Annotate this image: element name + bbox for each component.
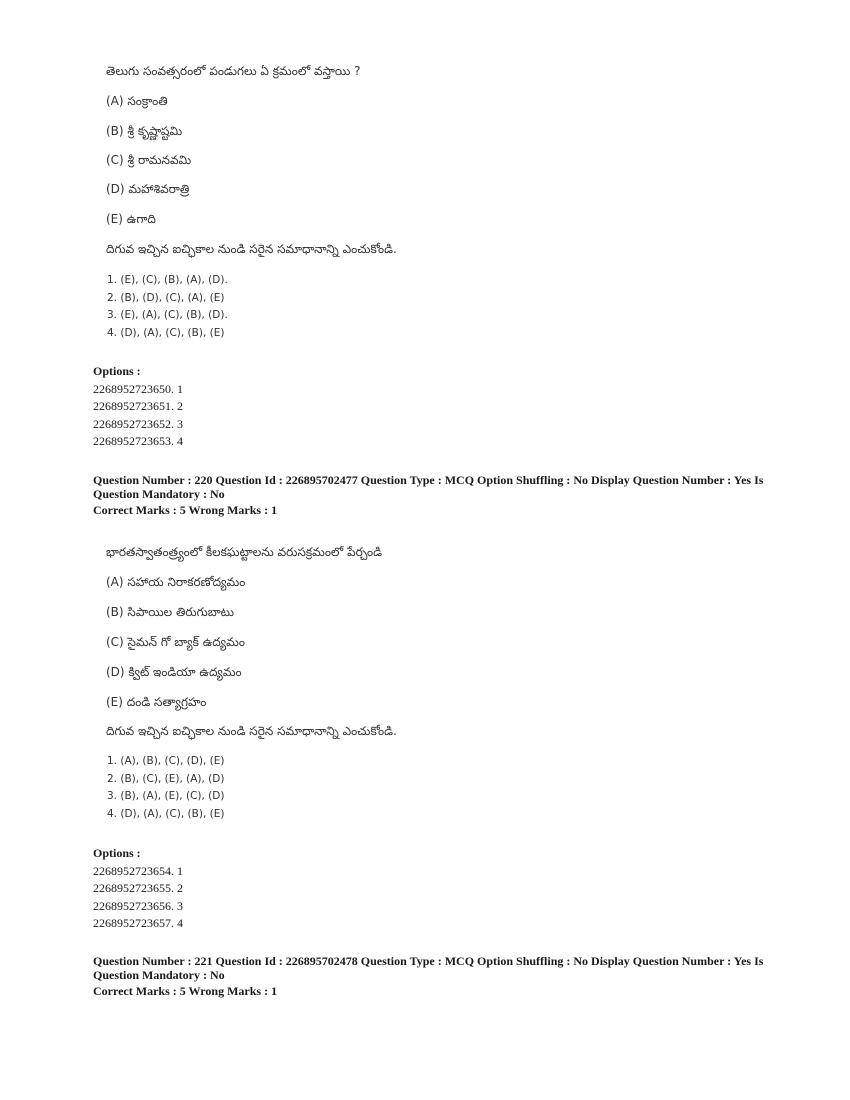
option-id-row: 2268952723652. 3 <box>93 416 183 431</box>
question-1-item-a: (A) సంక్రాంతి <box>106 94 168 108</box>
question-1-instruction: దిగువ ఇచ్చిన ఐచ్ఛికాల నుండి సరైన సమాధానాన్ని ఎంచుకోండి. <box>106 242 397 256</box>
option-id-row: 2268952723650. 1 <box>93 381 183 396</box>
question-1-choice-list <box>107 272 228 342</box>
question-2-instruction: దిగువ ఇచ్చిన ఐచ్ఛికాల నుండి సరైన సమాధానాన్ని ఎంచుకోండి. <box>106 724 397 738</box>
question-2-item-a: (A) సహాయ నిరాకరణోద్యమం <box>106 575 246 589</box>
question-1-stem: తెలుగు సంవత్సరంలో పండుగలు ఏ క్రమంలో వస్తాయి ? <box>106 64 361 78</box>
question-1-item-d: (D) మహాశివరాత్రి <box>106 182 190 196</box>
question-1-choice: 3. (E), (A), (C), (B), (D). <box>107 309 228 321</box>
question-2-stem: భారతస్వాతంత్ర్యంలో కీలకఘట్టాలను వరుసక్రమంలో పేర్చండి <box>106 545 382 559</box>
option-id-row: 2268952723655. 2 <box>93 881 183 896</box>
question-2-item-d: (D) క్విట్ ఇండియా ఉద్యమం <box>106 665 242 679</box>
option-id-row: 2268952723657. 4 <box>93 916 183 931</box>
question-2-options <box>93 845 183 933</box>
question-1-choice: 4. (D), (A), (C), (B), (E) <box>107 326 225 339</box>
options-heading: Options : <box>93 364 141 378</box>
question-meta-line: Correct Marks : 5 Wrong Marks : 1 <box>93 503 278 517</box>
question-2-choice: 4. (D), (A), (C), (B), (E) <box>107 807 225 820</box>
option-id-row: 2268952723651. 2 <box>93 399 183 414</box>
question-221-meta <box>93 954 773 998</box>
question-2-choice: 3. (B), (A), (E), (C), (D) <box>107 790 225 802</box>
question-2-choice-list <box>107 753 224 823</box>
option-id-row: 2268952723654. 1 <box>93 863 183 878</box>
question-2-item-e: (E) దండి సత్యాగ్రహం <box>106 695 207 709</box>
question-meta-line: Question Number : 221 Question Id : 226895702478 Question Type : MCQ Option Shuffling : No Display Question Number : Yes Is <box>93 954 764 968</box>
option-id-row: 2268952723656. 3 <box>93 898 183 913</box>
question-220-meta <box>93 473 773 517</box>
question-meta-line: Question Number : 220 Question Id : 226895702477 Question Type : MCQ Option Shuffling : No Display Question Number : Yes Is <box>93 473 764 487</box>
question-1-choice: 2. (B), (D), (C), (A), (E) <box>107 291 225 304</box>
question-1-item-c: (C) శ్రీ రామనవమి <box>106 153 192 167</box>
question-meta-line: Question Mandatory : No <box>93 968 225 982</box>
question-1-options <box>93 363 183 451</box>
question-1-choice: 1. (E), (C), (B), (A), (D). <box>107 274 228 286</box>
question-2-choice: 2. (B), (C), (E), (A), (D) <box>107 772 225 785</box>
question-1-item-e: (E) ఉగాది <box>106 212 156 226</box>
question-2-choice: 1. (A), (B), (C), (D), (E) <box>107 755 225 767</box>
question-1-item-b: (B) శ్రీ కృష్ణాష్టమి <box>106 124 183 138</box>
question-meta-line: Correct Marks : 5 Wrong Marks : 1 <box>93 984 278 998</box>
question-meta-line: Question Mandatory : No <box>93 487 225 501</box>
question-2-item-c: (C) సైమన్ గో బ్యాక్ ఉద్యమం <box>106 635 245 649</box>
question-2-item-b: (B) సిపాయిల తిరుగుబాటు <box>106 605 235 619</box>
options-heading: Options : <box>93 846 141 860</box>
option-id-row: 2268952723653. 4 <box>93 434 183 449</box>
